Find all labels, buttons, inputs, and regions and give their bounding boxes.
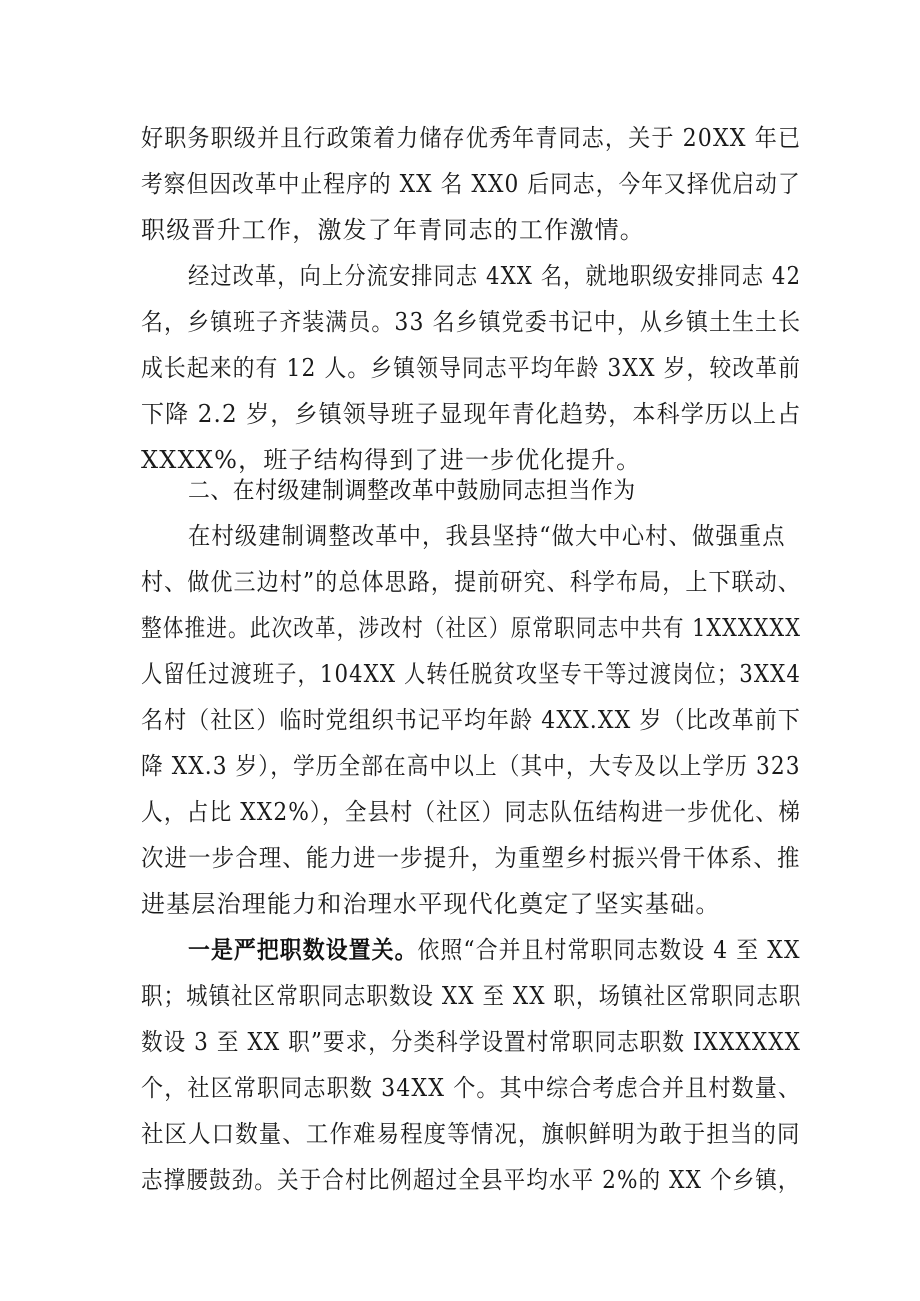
- paragraph-line: 个，社区常职同志职数 34XX 个。其中综合考虑合并且村数量、: [141, 1074, 802, 1102]
- paragraph-line: 数设 3 至 XX 职”要求，分类科学设置村常职同志职数 IXXXXXX: [141, 1028, 802, 1056]
- paragraph-line: 成长起来的有 12 人。乡镇领导同志平均年龄 3XX 岁，较改革前: [141, 354, 802, 382]
- paragraph-line: 人留任过渡班子，104XX 人转任脱贫攻坚专干等过渡岗位；3XX4: [141, 660, 801, 688]
- paragraph-line: 降 XX.3 岁），学历全部在高中以上（其中，大专及以上学历 323: [141, 752, 801, 780]
- paragraph-text: 依照“合并且村常职同志数设 4 至 XX: [417, 936, 801, 964]
- paragraph-line: 进基层治理能力和治理水平现代化奠定了坚实基础。: [141, 890, 721, 918]
- paragraph-line: 好职务职级并且行政策着力储存优秀年青同志，关于 20XX 年已: [141, 124, 802, 152]
- paragraph-line: 次进一步合理、能力进一步提升，为重塑乡村振兴骨干体系、推: [141, 844, 801, 872]
- lead-phrase: 一是严把职数设置关。: [188, 935, 418, 964]
- paragraph-line: 人，占比 XX2%），全县村（社区）同志队伍结构进一步优化、梯: [141, 798, 802, 826]
- paragraph-line: 名，乡镇班子齐装满员。33 名乡镇党委书记中，从乡镇土生土长: [141, 308, 802, 336]
- section-heading: 二、在村级建制调整改革中鼓励同志担当作为: [188, 476, 636, 504]
- paragraph-line: 整体推进。此次改革，涉改村（社区）原常职同志中共有 1XXXXXX: [141, 614, 801, 642]
- paragraph-line: 考察但因改革中止程序的 XX 名 XX0 后同志，今年又择优启动了: [141, 170, 801, 198]
- paragraph-line: 职级晋升工作，激发了年青同志的工作激情。: [141, 216, 645, 244]
- paragraph-line: [188, 930, 801, 970]
- paragraph-line: 名村（社区）临时党组织书记平均年龄 4XX.XX 岁（比改革前下: [141, 706, 801, 734]
- paragraph-line: 职；城镇社区常职同志职数设 XX 至 XX 职，场镇社区常职同志职: [141, 982, 802, 1010]
- paragraph-line: 在村级建制调整改革中，我县坚持“做大中心村、做强重点: [188, 522, 786, 550]
- paragraph-line: XXXX%，班子结构得到了进一步优化提升。: [141, 446, 642, 474]
- paragraph-line: 志撑腰鼓劲。关于合村比例超过全县平均水平 2%的 XX 个乡镇，: [141, 1166, 801, 1194]
- paragraph-line: 村、做优三边村”的总体思路，提前研究、科学布局，上下联动、: [141, 568, 802, 596]
- paragraph-line: 经过改革，向上分流安排同志 4XX 名，就地职级安排同志 42: [188, 262, 802, 290]
- paragraph-line: 下降 2.2 岁，乡镇领导班子显现年青化趋势，本科学历以上占: [141, 400, 802, 428]
- paragraph-line: 社区人口数量、工作难易程度等情况，旗帜鲜明为敢于担当的同: [141, 1120, 801, 1148]
